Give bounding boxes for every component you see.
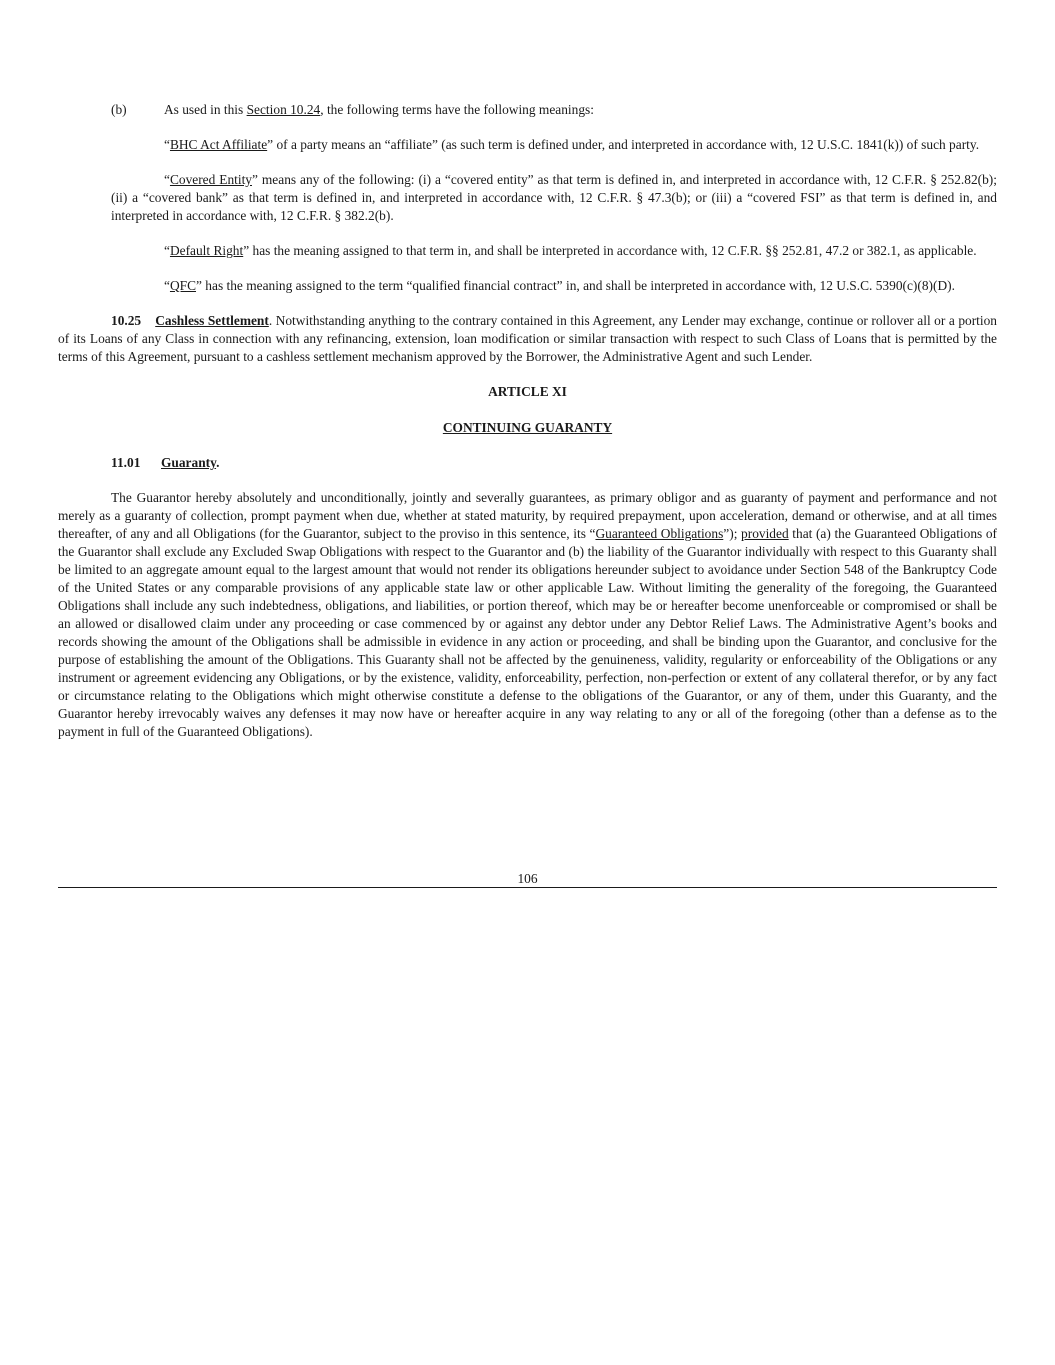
section-title: Cashless Settlement xyxy=(155,313,269,328)
defined-term: Guaranteed Obligations xyxy=(595,526,724,541)
guaranty-text-1: The Guarantor hereby absolutely and unconditionally, jointly and severally guarantees, as primary obligor and as guaranty of payment and performance and not merely as a guaranty of collection, prompt payment when due, whether at stated maturity, by required prepayment, upon acceleration, demand or otherwise, and at all times thereafter, of any and all Obligations (for the Guarantor, subject to the proviso in this sentence, its “ xyxy=(58,490,997,541)
section-10-25 xyxy=(58,312,997,366)
article-title: ARTICLE XI xyxy=(488,384,567,399)
section-title: Guaranty xyxy=(161,455,217,470)
subsection-text xyxy=(164,101,594,119)
document-page xyxy=(58,101,997,741)
defined-term: QFC xyxy=(169,278,197,293)
section-title-period: . xyxy=(216,455,220,470)
section-number: 11.01 xyxy=(111,455,141,470)
subsection-text-before: As used in this xyxy=(164,102,247,117)
section-text: . Notwithstanding anything to the contrary contained in this Agreement, any Lender may exchange, continue or rollover all or a portion of its Loans of any Class in connection with any refinancing, extension, loan modification or similar transaction with respect to such Class of Loans that is permitted by the terms of this Agreement, pursuant to a cashless settlement mechanism approved by the Borrower, the Administrative Agent and such Lender. xyxy=(58,313,998,364)
open-quote: “ xyxy=(164,278,170,293)
defined-term: BHC Act Affiliate xyxy=(169,137,268,152)
open-quote: “ xyxy=(164,137,170,152)
article-subtitle xyxy=(58,419,997,437)
footer-divider xyxy=(58,887,997,888)
section-number: 10.25 xyxy=(111,313,142,328)
section-reference-link: Section 10.24 xyxy=(246,102,321,117)
definition-text: ” has the meaning assigned to the term “qualified financial contract” in, and shall be interpreted in accordance with, 12 U.S.C. 5390(c)(8)(D). xyxy=(196,278,955,293)
definition-text: ” of a party means an “affiliate” (as such term is defined under, and interpreted in accordance with, 12 U.S.C. 1841(k)) of such party. xyxy=(267,137,980,152)
section-11-01-heading xyxy=(111,454,997,472)
open-quote: “ xyxy=(164,243,170,258)
defined-term: provided xyxy=(741,526,789,541)
defined-term: Covered Entity xyxy=(169,172,252,187)
guaranty-text-2: ”); xyxy=(723,526,742,541)
subsection-b xyxy=(111,101,997,119)
definition-default-right xyxy=(58,242,997,260)
subsection-text-after: , the following terms have the following meanings: xyxy=(320,102,594,117)
subsection-label: (b) xyxy=(111,102,127,117)
defined-term: Default Right xyxy=(169,243,244,258)
open-quote: “ xyxy=(164,172,170,187)
page-number: 106 xyxy=(517,871,538,886)
definition-bhc-act-affiliate xyxy=(58,136,997,154)
definition-text: ” has the meaning assigned to that term in, and shall be interpreted in accordance with, 12 C.F.R. §§ 252.81, 47.2 or 382.1, as applicable. xyxy=(243,243,977,258)
definition-covered-entity xyxy=(58,171,997,225)
article-subtitle-text: CONTINUING GUARANTY xyxy=(442,420,613,435)
definition-text: ” means any of the following: (i) a “covered entity” as that term is defined in, and interpreted in accordance with, 12 C.F.R. § 252.82(b); (ii) a “covered bank” as that term is defined in, and interpreted in accordance with, 12 C.F.R. § 47.3(b); or (iii) a “covered FSI” as that term is defined in, and interpreted in accordance with, 12 C.F.R. § 382.2(b). xyxy=(111,172,997,223)
guaranty-paragraph xyxy=(58,489,997,741)
guaranty-text-3: that (a) the Guaranteed Obligations of the Guarantor shall exclude any Excluded Swap Obligations with respect to the Guarantor and (b) the liability of the Guarantor individually with respect to this Guaranty shall be limited to an aggregate amount equal to the largest amount that would not render its obligations hereunder subject to avoidance under Section 548 of the Bankruptcy Code of the United States or any comparable provisions of any applicable state law or other applicable Law. Without limiting the generality of the foregoing, the Guaranteed Obligations shall include any such indebtedness, obligations, and liabilities, or portion thereof, which may be or hereafter become unenforceable or compromised or shall be an allowed or disallowed claim under any proceeding or case commenced by or against any debtor under any Debtor Relief Laws. The Administrative Agent’s books and records showing the amount of the Obligations shall be admissible in evidence in any action or proceeding, and shall be binding upon the Guarantor, and conclusive for the purpose of establishing the amount of the Obligations. This Guaranty shall not be affected by the genuineness, validity, regularity or enforceability of the Obligations or any instrument or agreement evidencing any Obligations, or by the existence, validity, enforceability, perfection, non-perfection or extent of any collateral therefor, or by any fact or circumstance relating to the Obligations which might otherwise constitute a defense to the obligations of the Guarantor, or any of them, under this Guaranty, and the Guarantor hereby irrevocably waives any defenses it may now have or hereafter acquire in any way relating to any or all of the foregoing (other than a defense as to the payment in full of the Guaranteed Obligations). xyxy=(58,526,998,739)
definition-qfc xyxy=(58,277,997,295)
